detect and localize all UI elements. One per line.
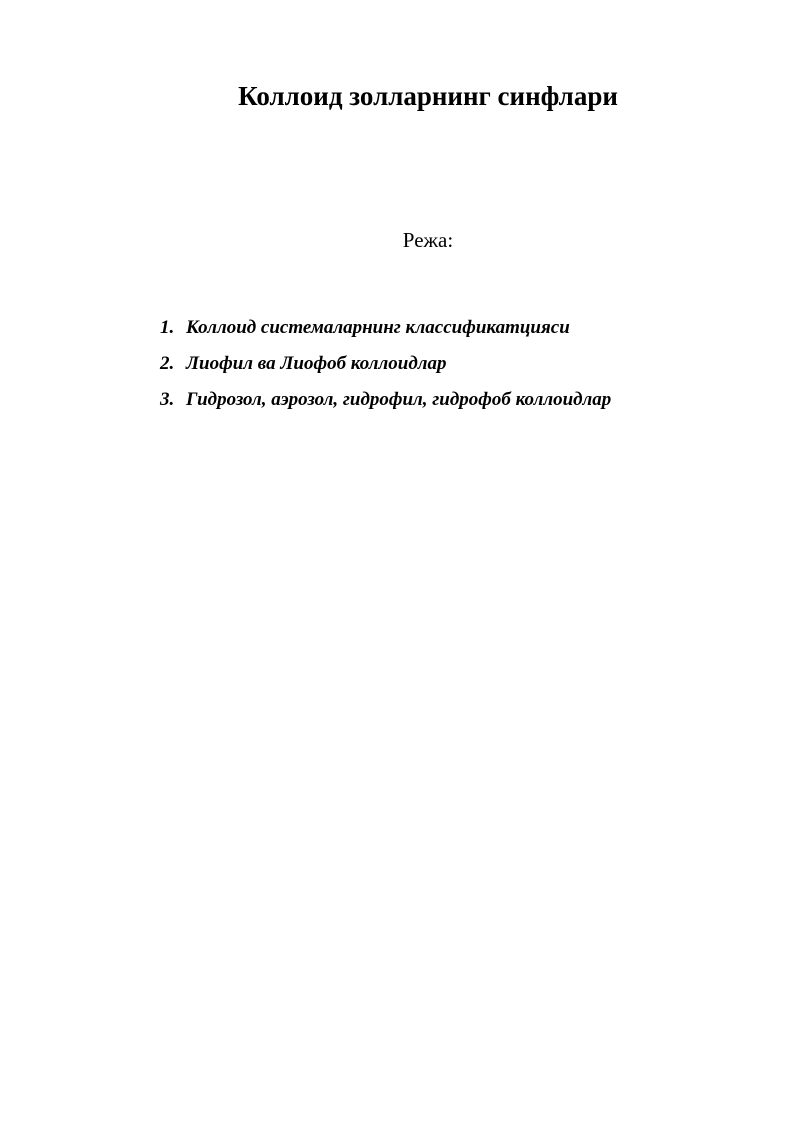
plan-item-text: Лиофил ва Лиофоб коллоидлар — [186, 353, 447, 374]
plan-heading: Режа: — [402, 228, 454, 252]
plan-item-1 — [160, 310, 611, 346]
plan-item-3 — [160, 382, 611, 418]
plan-list — [160, 310, 611, 418]
plan-item-text: Гидрозол, аэрозол, гидрофил, гидрофоб коллоидлар — [186, 389, 612, 410]
document-title: Коллоид золларнинг синфлари — [238, 81, 618, 111]
plan-item-text: Коллоид системаларнинг классификатцияси — [186, 317, 570, 338]
plan-item-number: 3. — [160, 389, 175, 410]
plan-item-number: 2. — [160, 353, 175, 374]
plan-item-number: 1. — [160, 317, 175, 338]
plan-item-2 — [160, 346, 611, 382]
